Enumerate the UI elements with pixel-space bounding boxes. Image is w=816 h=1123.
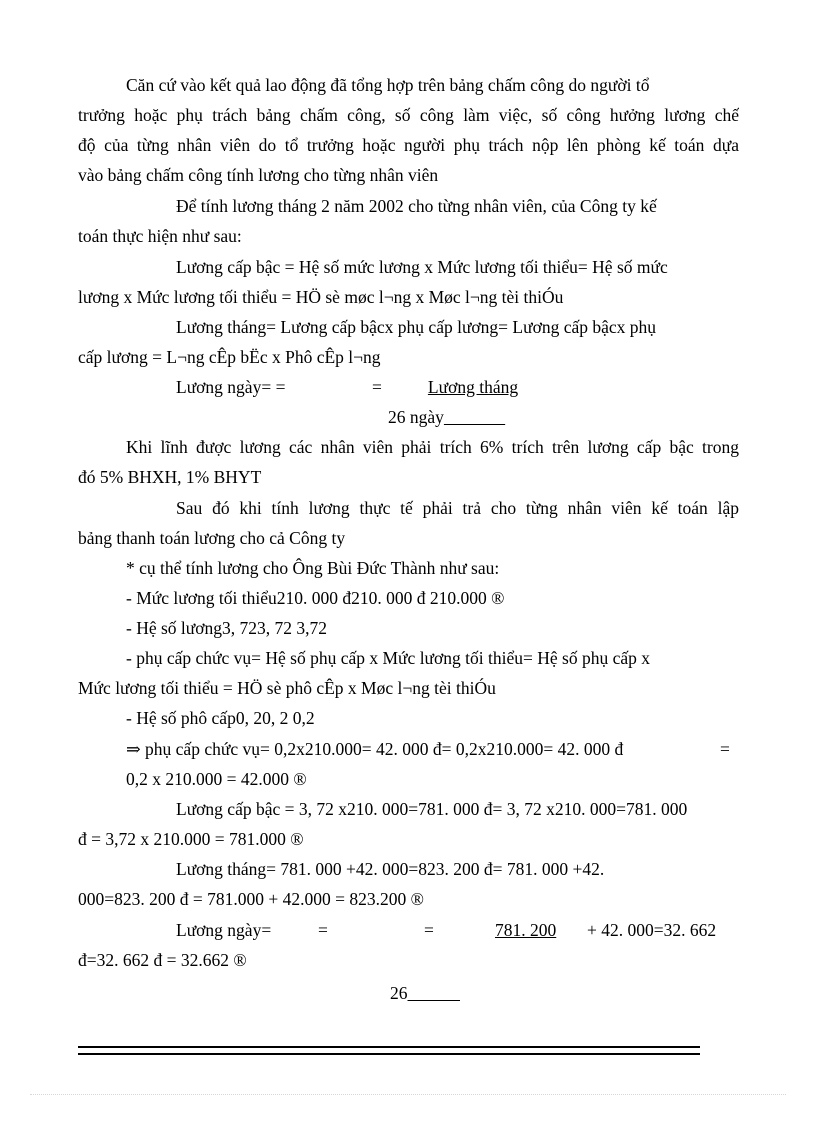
paragraph-line: độ của từng nhân viên do tổ trưởng hoặc người phụ trách nộp lên phòng kế toán dựa xyxy=(78,135,739,155)
formula-line: Lương ngày= = xyxy=(176,377,286,397)
formula-line: Mức lương tối thiểu = HÖ sè phô cÊp x Møc l¬ng tèi thiÓu xyxy=(78,678,496,698)
paragraph-line: * cụ thể tính lương cho Ông Bùi Đức Thành như sau: xyxy=(126,558,500,578)
paragraph-line: Sau đó khi tính lương thực tế phải trả cho từng nhân viên kế toán lập xyxy=(176,498,739,518)
formula-line: lương x Mức lương tối thiểu = HÖ sè møc l¬ng x Møc l¬ng tèi thiÓu xyxy=(78,287,564,307)
paragraph-line: vào bảng chấm công tính lương cho từng nhân viên xyxy=(78,165,439,185)
formula-equals: = xyxy=(318,920,328,940)
paragraph-line: Căn cứ vào kết quả lao động đã tổng hợp trên bảng chấm công do người tổ xyxy=(126,75,650,95)
paragraph-line: - Hệ số lương3, 723, 72 3,72 xyxy=(126,618,328,638)
formula-line: đ=32. 662 đ = 32.662 ® xyxy=(78,950,247,970)
paragraph-line: - Hệ số phô cấp0, 20, 2 0,2 xyxy=(126,708,315,728)
fraction-denominator xyxy=(390,982,460,1004)
formula-line: Lương cấp bậc = Hệ số mức lương x Mức lương tối thiểu= Hệ số mức xyxy=(176,257,668,277)
paragraph-line: toán thực hiện như sau: xyxy=(78,226,242,246)
denominator-text: 26 ngày xyxy=(388,407,444,427)
formula-line: - phụ cấp chức vụ= Hệ số phụ cấp x Mức lương tối thiểu= Hệ số phụ cấp x xyxy=(126,648,651,668)
formula-line: ⇒ phụ cấp chức vụ= 0,2x210.000= 42. 000 đ= 0,2x210.000= 42. 000 đ xyxy=(126,739,624,759)
fraction-numerator: Lương tháng xyxy=(427,377,519,397)
formula-line: + 42. 000=32. 662 xyxy=(587,920,717,940)
denominator-text: 26 xyxy=(390,983,408,1003)
formula-equals: = xyxy=(424,920,434,940)
page-bottom-dotted-border xyxy=(30,1094,786,1095)
paragraph-line: Khi lĩnh được lương các nhân viên phải trích 6% trích trên lương cấp bậc trong xyxy=(126,437,739,457)
paragraph-line: Để tính lương tháng 2 năm 2002 cho từng nhân viên, của Công ty kế xyxy=(176,196,657,216)
paragraph-line: - Mức lương tối thiểu210. 000 đ210. 000 đ 210.000 ® xyxy=(126,588,505,608)
formula-line: Lương ngày= xyxy=(176,920,272,940)
paragraph-line: bảng thanh toán lương cho cả Công ty xyxy=(78,528,346,548)
formula-line: 000=823. 200 đ = 781.000 + 42.000 = 823.200 ® xyxy=(78,889,424,909)
formula-equals: = xyxy=(372,377,382,397)
formula-line: Lương tháng= Lương cấp bậcx phụ cấp lương= Lương cấp bậcx phụ xyxy=(176,317,657,337)
formula-equals: = xyxy=(720,739,730,759)
footer-double-rule xyxy=(78,1046,700,1055)
paragraph-line: trưởng hoặc phụ trách bảng chấm công, số công làm việc, số công hưởng lương chế xyxy=(78,105,739,125)
formula-line: Lương tháng= 781. 000 +42. 000=823. 200 đ= 781. 000 +42. xyxy=(176,859,605,879)
fraction-denominator xyxy=(388,406,505,428)
formula-line: đ = 3,72 x 210.000 = 781.000 ® xyxy=(78,829,304,849)
fraction-numerator: 781. 200 xyxy=(495,920,557,940)
paragraph-line: đó 5% BHXH, 1% BHYT xyxy=(78,467,262,487)
formula-line: 0,2 x 210.000 = 42.000 ® xyxy=(126,769,307,789)
formula-line: Lương cấp bậc = 3, 72 x210. 000=781. 000 đ= 3, 72 x210. 000=781. 000 xyxy=(176,799,688,819)
formula-line: cấp lương = L¬ng cÊp bËc x Phô cÊp l¬ng xyxy=(78,347,381,367)
